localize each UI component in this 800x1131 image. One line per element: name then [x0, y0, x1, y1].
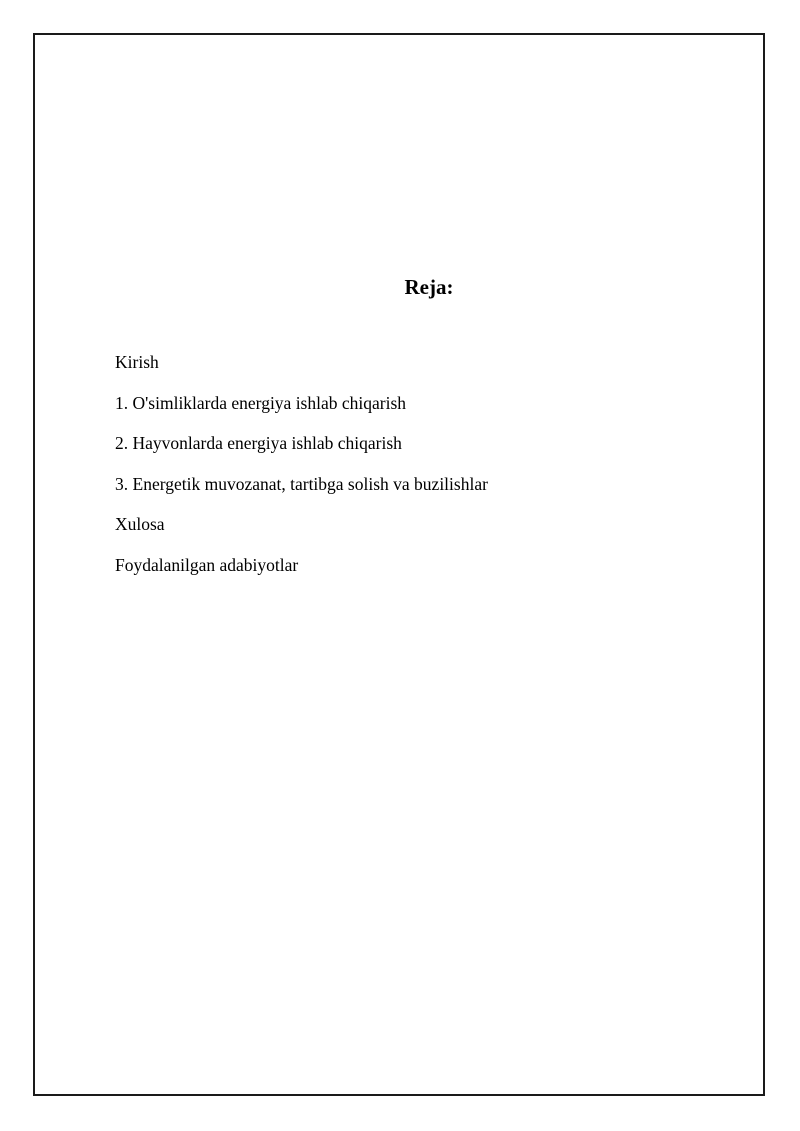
toc-item-2: 2. Hayvonlarda energiya ishlab chiqarish [115, 433, 402, 454]
toc-item-conclusion: Xulosa [115, 514, 165, 535]
page-title: Reja: [404, 275, 454, 299]
table-of-contents [115, 351, 488, 595]
toc-item-references: Foydalanilgan adabiyotlar [115, 554, 299, 575]
toc-item-intro: Kirish [115, 352, 159, 372]
toc-item-3: 3. Energetik muvozanat, tartibga solish va buzilishlar [115, 473, 488, 494]
toc-item-1: 1. O'simliklarda energiya ishlab chiqarish [115, 392, 407, 413]
